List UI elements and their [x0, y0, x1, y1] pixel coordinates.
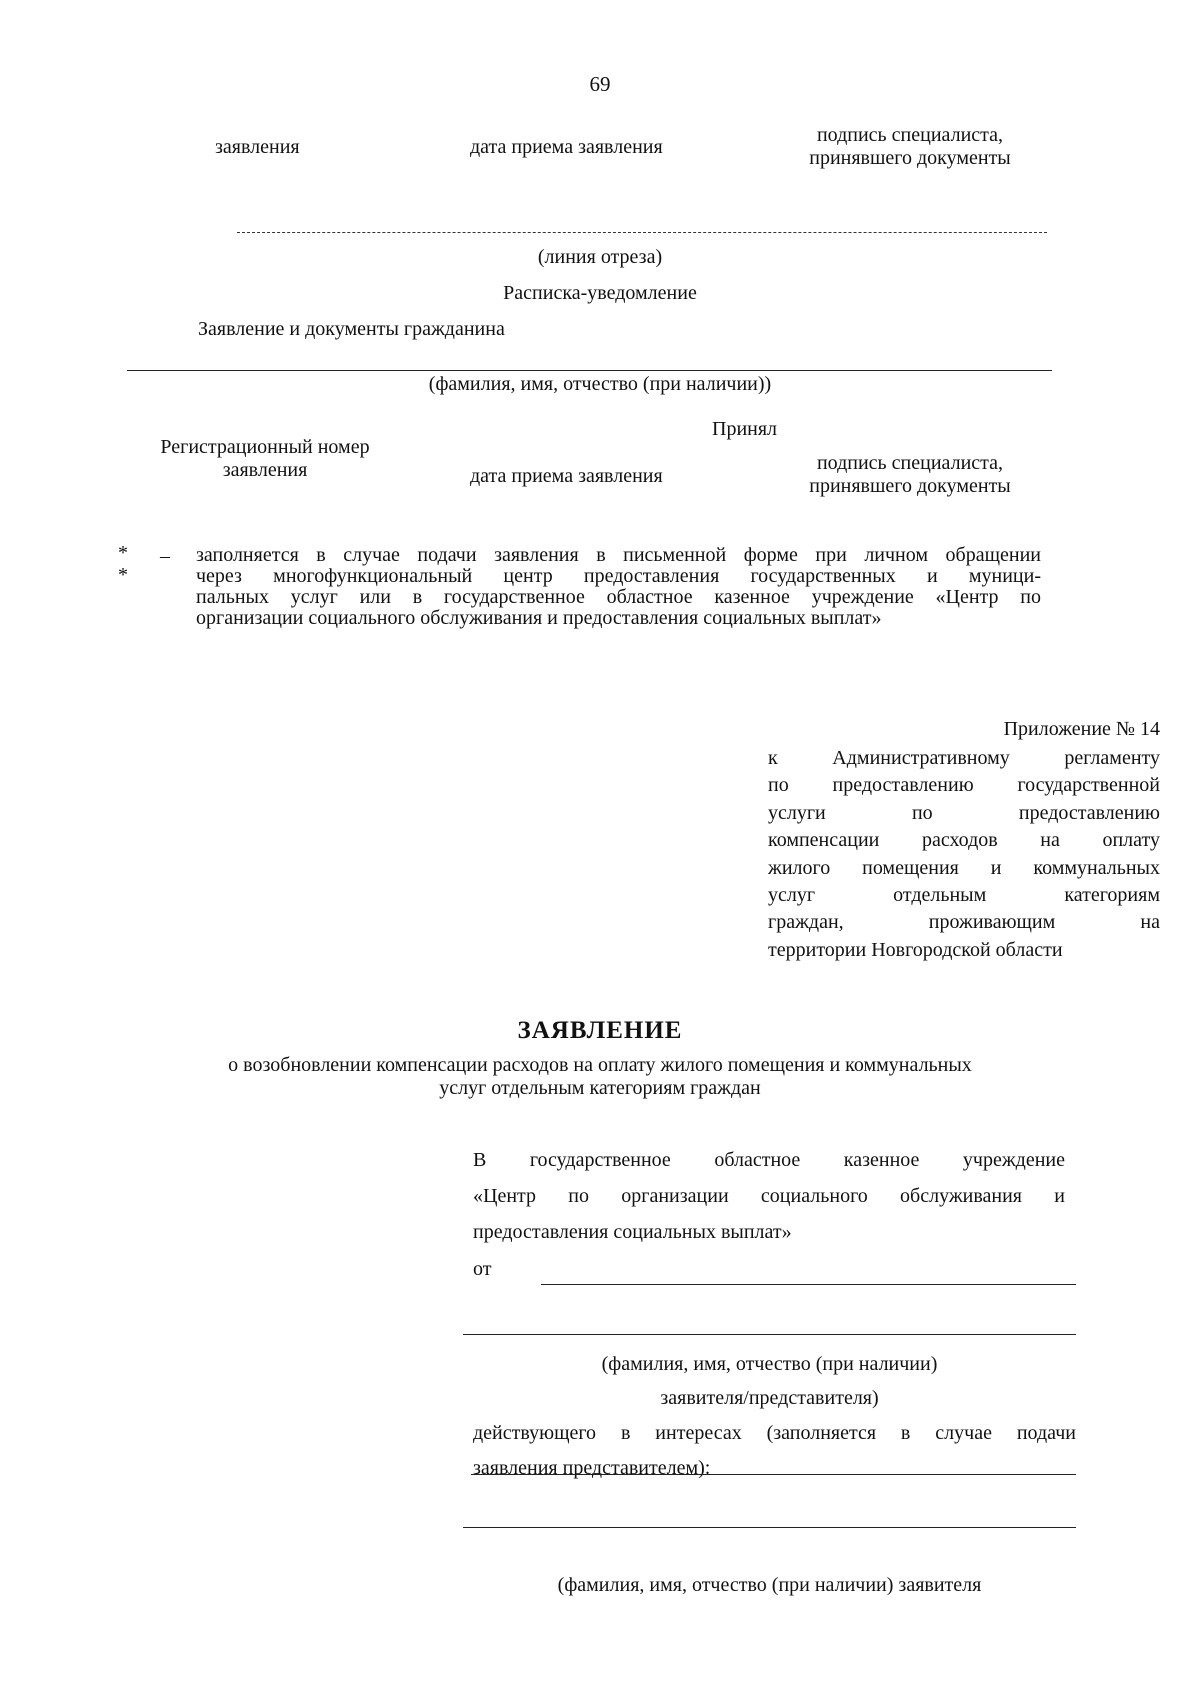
- appendix-line-1: к Административному регламенту: [768, 747, 1160, 769]
- receipt-signature-line2: принявшего документы: [809, 475, 1011, 497]
- receipt-accepted: Принял: [712, 418, 778, 440]
- page-number: 69: [589, 72, 611, 96]
- top-signature-line1: подпись специалиста,: [816, 124, 1004, 146]
- appendix-line-6: услуг отдельным категориям: [768, 884, 1160, 907]
- appendix-line-3: услуги по предоставлению: [768, 801, 1160, 824]
- appendix-line-8: территории Новгородской области: [768, 938, 1063, 961]
- top-col-signature: [780, 124, 1040, 170]
- acting-underline: [471, 1474, 1076, 1475]
- receipt-name-line: [127, 370, 1052, 371]
- footnote-markers: [118, 542, 128, 586]
- addressee-line-2: «Центр по организации социального обслуживания и: [473, 1185, 1065, 1207]
- reg-number-line2: заявления: [222, 459, 308, 481]
- receipt-signature-line1: подпись специалиста,: [816, 452, 1004, 474]
- appendix-number: Приложение № 14: [1003, 718, 1160, 740]
- receipt-name-caption: (фамилия, имя, отчество (при наличии)): [428, 373, 772, 395]
- appendix-line-2: по предоставлению государственной: [768, 774, 1160, 797]
- receipt-reg-number: [130, 436, 400, 482]
- top-col-application: заявления: [215, 136, 300, 158]
- top-col-date: дата приема заявления: [470, 136, 663, 158]
- applicant-caption-line1: (фамилия, имя, отчество (при наличии): [601, 1353, 938, 1375]
- addressee-text: [473, 1142, 1065, 1250]
- addressee-line-3: предоставления социальных выплат»: [473, 1221, 792, 1243]
- footnote-line-1: заполняется в случае подачи заявления в письменной форме при личном обращении: [196, 544, 1041, 566]
- receipt-signature: [780, 452, 1040, 498]
- footnote-text: [196, 545, 1041, 629]
- top-signature-line2: принявшего документы: [809, 147, 1011, 169]
- appendix-line-4: компенсации расходов на оплату: [768, 829, 1160, 852]
- footnote-marker-2: *: [118, 564, 128, 586]
- reg-number-line1: Регистрационный номер: [160, 436, 370, 458]
- footnote-line-4: организации социального обслуживания и предоставления социальных выплат»: [196, 607, 882, 629]
- receipt-date-label: дата приема заявления: [470, 465, 663, 487]
- receipt-intro: Заявление и документы гражданина: [198, 318, 505, 340]
- footnote-marker-1: *: [118, 542, 128, 564]
- application-title: ЗАЯВЛЕНИЕ: [517, 1017, 683, 1044]
- receipt-title: Расписка-уведомление: [503, 282, 697, 304]
- footnote-line-3: пальных услуг или в государственное областное казенное учреждение «Центр по: [196, 586, 1041, 608]
- cut-line-label: (линия отреза): [537, 246, 663, 268]
- applicant-caption-line2: заявителя/представителя): [660, 1387, 879, 1409]
- application-subtitle-line1: о возобновлении компенсации расходов на оплату жилого помещения и коммунальных: [228, 1054, 972, 1076]
- applicant-caption: [463, 1347, 1076, 1415]
- footnote-line-2: через многофункциональный центр предоставления государственных и муници-: [196, 565, 1041, 587]
- addressee-line-1: В государственное областное казенное учреждение: [473, 1149, 1065, 1171]
- footnote-dash: –: [160, 545, 170, 567]
- acting-text: [473, 1416, 1076, 1486]
- appendix-line-7: граждан, проживающим на: [768, 911, 1160, 934]
- application-subtitle: [150, 1054, 1050, 1100]
- appendix-text: [768, 745, 1160, 964]
- represented-caption: (фамилия, имя, отчество (при наличии) заявителя: [557, 1574, 982, 1596]
- acting-line-1: действующего в интересах (заполняется в случае подачи: [473, 1422, 1076, 1444]
- acting-line-2: заявления представителем):: [473, 1457, 711, 1479]
- application-subtitle-line2: услуг отдельным категориям граждан: [439, 1077, 761, 1099]
- cut-line: [237, 232, 1047, 233]
- from-label: от: [473, 1258, 492, 1280]
- applicant-name-line: [463, 1334, 1076, 1335]
- from-input-line: [541, 1284, 1076, 1285]
- represented-name-line: [463, 1527, 1076, 1528]
- appendix-line-5: жилого помещения и коммунальных: [768, 856, 1160, 879]
